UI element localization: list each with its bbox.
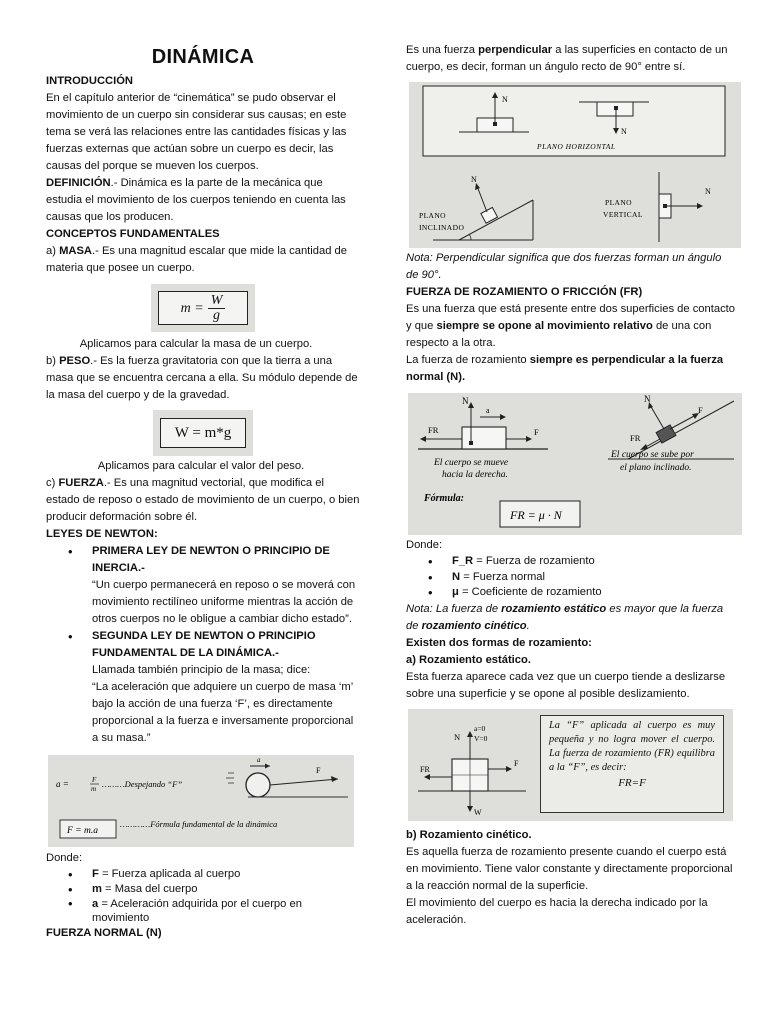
normal-arrowhead: [467, 731, 473, 737]
friction-FR-label-2: FR: [630, 433, 641, 443]
fr-text2-a: La fuerza de rozamiento: [406, 354, 530, 366]
normal-heading: FUERZA NORMAL (N): [46, 927, 162, 939]
donde-text: = Aceleración adquirida por el cuerpo en movimiento: [92, 898, 302, 924]
donde-item: [46, 897, 360, 925]
accel-arrowhead: [265, 764, 270, 769]
plano-horizontal-label: PLANO HORIZONTAL: [537, 142, 616, 151]
friction-arrowhead: [424, 774, 430, 780]
kinetic-heading: b) Rozamiento cinético.: [406, 828, 532, 841]
friction-F-label: F: [534, 427, 539, 437]
friction-F-label-2: F: [698, 405, 703, 415]
donde-symbol: μ: [452, 586, 459, 598]
donde-symbol: F_R: [452, 555, 474, 567]
force-arrowhead: [331, 776, 338, 782]
plano-vertical-label-2: VERTICAL: [603, 210, 643, 219]
law2-text: “La aceleración que adquiere un cuerpo de masa ‘m’ bajo la acción de una fuerza ‘F’, es directamente proporcional a la fuerza e inversamente proporcional a su masa.”: [92, 681, 354, 744]
fr-heading: FUERZA DE ROZAMIENTO O FRICCIÓN (FR): [406, 286, 643, 298]
force-arrow: [670, 415, 696, 429]
normal-arrow: [650, 405, 664, 429]
right-column: [406, 42, 736, 929]
newton-despejando: ………Despejando “F”: [102, 779, 183, 789]
donde-item: [46, 882, 360, 897]
static-box-text: La “F” aplicada al cuerpo es muy pequeña y no logra mover el cuerpo. La fuerza de rozamiento (FR) equilibra a la “F”, es decir:: [549, 719, 715, 773]
masa-formula-denominator: g: [213, 307, 221, 323]
laws-list: [46, 543, 360, 747]
nota2-e: .: [526, 619, 530, 632]
friction-FR-label: FR: [428, 425, 439, 435]
friction-a-label: a: [486, 406, 490, 415]
newton-figure: [48, 755, 354, 847]
newton-a-den: m: [91, 785, 97, 793]
fr-text-c: de una con respecto a la otra.: [406, 320, 712, 349]
planes-N-label-2: N: [621, 127, 627, 136]
nota2-d: rozamiento cinético: [421, 619, 527, 632]
static-W-label: W: [474, 807, 482, 817]
normal-arrow: [477, 186, 487, 212]
newton-a-num: F: [92, 776, 97, 784]
normal-text-b: perpendicular: [478, 44, 553, 56]
forms-heading: Existen dos formas de rozamiento:: [406, 636, 592, 649]
donde-list-right: [406, 554, 736, 601]
masa-formula-lhs: m =: [180, 300, 204, 316]
nota2: [406, 601, 736, 635]
donde-item: [46, 867, 360, 882]
normal-text-a: Es una fuerza: [406, 44, 479, 56]
donde-text: = Coeficiente de rozamiento: [458, 586, 602, 598]
angle-arc: [469, 234, 471, 240]
force-arrowhead: [526, 436, 532, 442]
fuerza-paragraph: [46, 475, 360, 526]
fuerza-text: .- Es una magnitud vectorial, que modifica el estado de reposo o estado de movimiento de un cuerpo, o bien producir deformación sobre él.: [46, 477, 360, 523]
definition-paragraph: [46, 175, 360, 226]
fr-text: [406, 301, 736, 352]
planes-N-label-1: N: [502, 95, 508, 104]
definition-label: DEFINICIÓN: [46, 177, 111, 189]
plano-vertical-label-1: PLANO: [605, 198, 633, 207]
intro-heading: INTRODUCCIÓN: [46, 75, 134, 87]
incline-slope: [459, 200, 533, 240]
newton-fma-caption: …………Fórmula fundamental de la dinámica: [120, 819, 278, 829]
law1-title: PRIMERA LEY DE NEWTON O PRINCIPIO DE INERCIA: [92, 545, 330, 574]
law1-text: “Un cuerpo permanecerá en reposo o se moverá con movimiento rectilíneo uniforme mientras la acción de otros cuerpos no le obligue a cambiar dicho estado”.: [92, 579, 356, 625]
intro-text: En el capítulo anterior de “cinemática” se pudo observar el movimiento de un cuerpo sin considerar sus causas; en este tema se verá las relaciones entre las cantidades físicas y las fuerzas externas que actúan sobre un cuerpo es decir, las causas del porque se mueven los cuerpos.: [46, 92, 347, 172]
newton-F-label: F: [316, 766, 321, 775]
law2-intro: Llamada también principio de la masa; dice:: [92, 664, 311, 676]
static-box-eq: FR=F: [618, 776, 646, 789]
plano-inclinado-label-2: INCLINADO: [419, 223, 465, 232]
static-v0: V=0: [474, 733, 488, 743]
friction-formula: FR = μ · N: [510, 508, 562, 522]
page-title: DINÁMICA: [151, 46, 255, 68]
fuerza-prefix: c): [46, 477, 59, 489]
left-column: [46, 0, 360, 942]
donde-symbol: N: [452, 570, 461, 583]
donde-symbol: F: [92, 868, 99, 880]
nota2-a: Nota: La fuerza de: [406, 602, 502, 615]
masa-label: MASA: [59, 245, 93, 257]
fr-text-b: siempre se opone al movimiento relativo: [436, 320, 653, 332]
definition-text: .- Dinámica es la parte de la mecánica que estudia el movimiento de los cuerpos teniendo en cuenta las causas que los producen.: [46, 177, 346, 223]
force-arrowhead: [506, 766, 512, 772]
masa-text: .- Es una magnitud escalar que mide la cantidad de materia que posee un cuerpo.: [46, 245, 347, 274]
friction-N-label: N: [462, 396, 469, 406]
newton-fma: F = m.a: [67, 826, 98, 836]
fr-text2-b: siempre es perpendicular a la fuerza normal (N).: [406, 354, 724, 383]
force-arrow: [270, 779, 338, 785]
static-a0: a=0: [474, 723, 486, 733]
concepts-heading: CONCEPTOS FUNDAMENTALES: [46, 228, 220, 240]
donde-item: [406, 585, 736, 601]
block-shape: [462, 427, 506, 449]
nota1-text: Nota: Perpendicular significa que dos fuerzas forman un ángulo de 90°.: [406, 252, 722, 281]
laws-heading: LEYES DE NEWTON:: [46, 528, 158, 540]
donde-label-left: Donde:: [46, 852, 83, 864]
fuerza-label: FUERZA: [58, 477, 104, 489]
donde-symbol: m: [92, 883, 102, 895]
donde-label-right: Donde:: [406, 539, 443, 551]
masa-formula-numerator: W: [208, 294, 226, 309]
planes-N-label-3: N: [471, 175, 477, 184]
donde-item: [406, 570, 736, 586]
newton-a-vec: a: [257, 756, 261, 764]
newton-a-eq: a =: [56, 779, 69, 789]
peso-prefix: b): [46, 355, 60, 367]
planes-figure-svg: [409, 82, 741, 248]
friction-N-label-2: N: [644, 394, 651, 404]
masa-paragraph: [46, 243, 360, 277]
normal-text-c: a las superficies en contacto de un cuerpo, es decir, forman un ángulo recto de 90° entre sí.: [406, 44, 728, 73]
friction-arrowhead: [420, 436, 426, 442]
static-N-label: N: [454, 731, 461, 742]
nota1: [406, 250, 736, 284]
masa-caption: Aplicamos para calcular la masa de un cuerpo.: [79, 338, 313, 350]
static-F-label: F: [514, 758, 519, 768]
donde-text: = Fuerza de rozamiento: [473, 555, 595, 567]
law1-suffix: .-: [138, 562, 145, 574]
friction-figure: [408, 393, 742, 535]
weight-arrowhead: [467, 806, 473, 812]
normal-text: [406, 42, 736, 76]
friction-caption-left-2: hacia la derecha.: [442, 470, 508, 480]
fr-text2: [406, 352, 736, 386]
masa-formula-figure: [151, 284, 255, 332]
planes-figure: [409, 82, 741, 248]
peso-caption: Aplicamos para calcular el valor del peso.: [97, 460, 305, 472]
donde-text: = Fuerza aplicada al cuerpo: [98, 868, 241, 880]
masa-formula-box: [158, 291, 248, 325]
normal-arrowhead: [475, 183, 480, 190]
law2-item: [46, 628, 360, 747]
plano-inclinado-label-1: PLANO: [419, 211, 447, 220]
peso-paragraph: [46, 353, 360, 404]
peso-formula-figure: [153, 410, 253, 456]
nota2-b: rozamiento estático: [501, 602, 607, 615]
newton-figure-svg: [48, 755, 354, 847]
static-text: Esta fuerza aparece cada vez que un cuerpo tiende a deslizarse sobre una superficie y se opone al posible deslizamiento.: [406, 670, 726, 700]
peso-label: PESO: [59, 355, 91, 367]
law1-item: [46, 543, 360, 628]
kinetic-text2: El movimiento del cuerpo es hacia la derecha indicado por la aceleración.: [406, 896, 708, 926]
donde-symbol: a: [92, 898, 99, 910]
donde-item: [406, 554, 736, 570]
normal-arrowhead: [697, 203, 703, 209]
nota2-c: es mayor que la fuerza de: [406, 602, 724, 632]
accel-arrowhead: [500, 414, 506, 420]
static-heading: a) Rozamiento estático.: [406, 653, 531, 666]
fr-text-a: Es una fuerza que está presente entre dos superficies de contacto y que: [406, 303, 735, 332]
friction-figure-svg: [408, 393, 742, 535]
friction-caption-right-1: El cuerpo se sube por: [611, 450, 694, 460]
kinetic-text: Es aquella fuerza de rozamiento presente cuando el cuerpo está en movimiento. Tiene valor constante y directamente proporcional a la reacción normal de la superficie.: [406, 845, 733, 892]
ball-shape: [246, 773, 270, 797]
law2-suffix: .-: [272, 647, 279, 659]
static-FR-label: FR: [420, 764, 430, 774]
donde-text: = Fuerza normal: [460, 570, 545, 583]
donde-list-left: [46, 867, 360, 925]
law2-title: SEGUNDA LEY DE NEWTON O PRINCIPIO FUNDAMENTAL DE LA DINÁMICA: [92, 630, 316, 659]
masa-prefix: a): [46, 245, 60, 257]
donde-text: = Masa del cuerpo: [101, 883, 198, 895]
peso-formula-box: W = m*g: [160, 418, 246, 448]
static-figure: [408, 709, 733, 821]
normal-arrowhead: [468, 402, 474, 408]
masa-formula-fraction: [208, 294, 226, 323]
friction-caption-right-2: el plano inclinado.: [620, 463, 692, 473]
planes-N-label-4: N: [705, 187, 711, 196]
friction-caption-left-1: El cuerpo se mueve: [434, 458, 509, 468]
friction-formula-label: Fórmula:: [424, 493, 465, 504]
static-explanation-box: [540, 715, 724, 813]
peso-text: .- Es la fuerza gravitatoria con que la tierra a una masa que se encuentra cercana a ella. Su módulo depende de la masa del cuerpo y de la gravedad.: [46, 355, 358, 401]
